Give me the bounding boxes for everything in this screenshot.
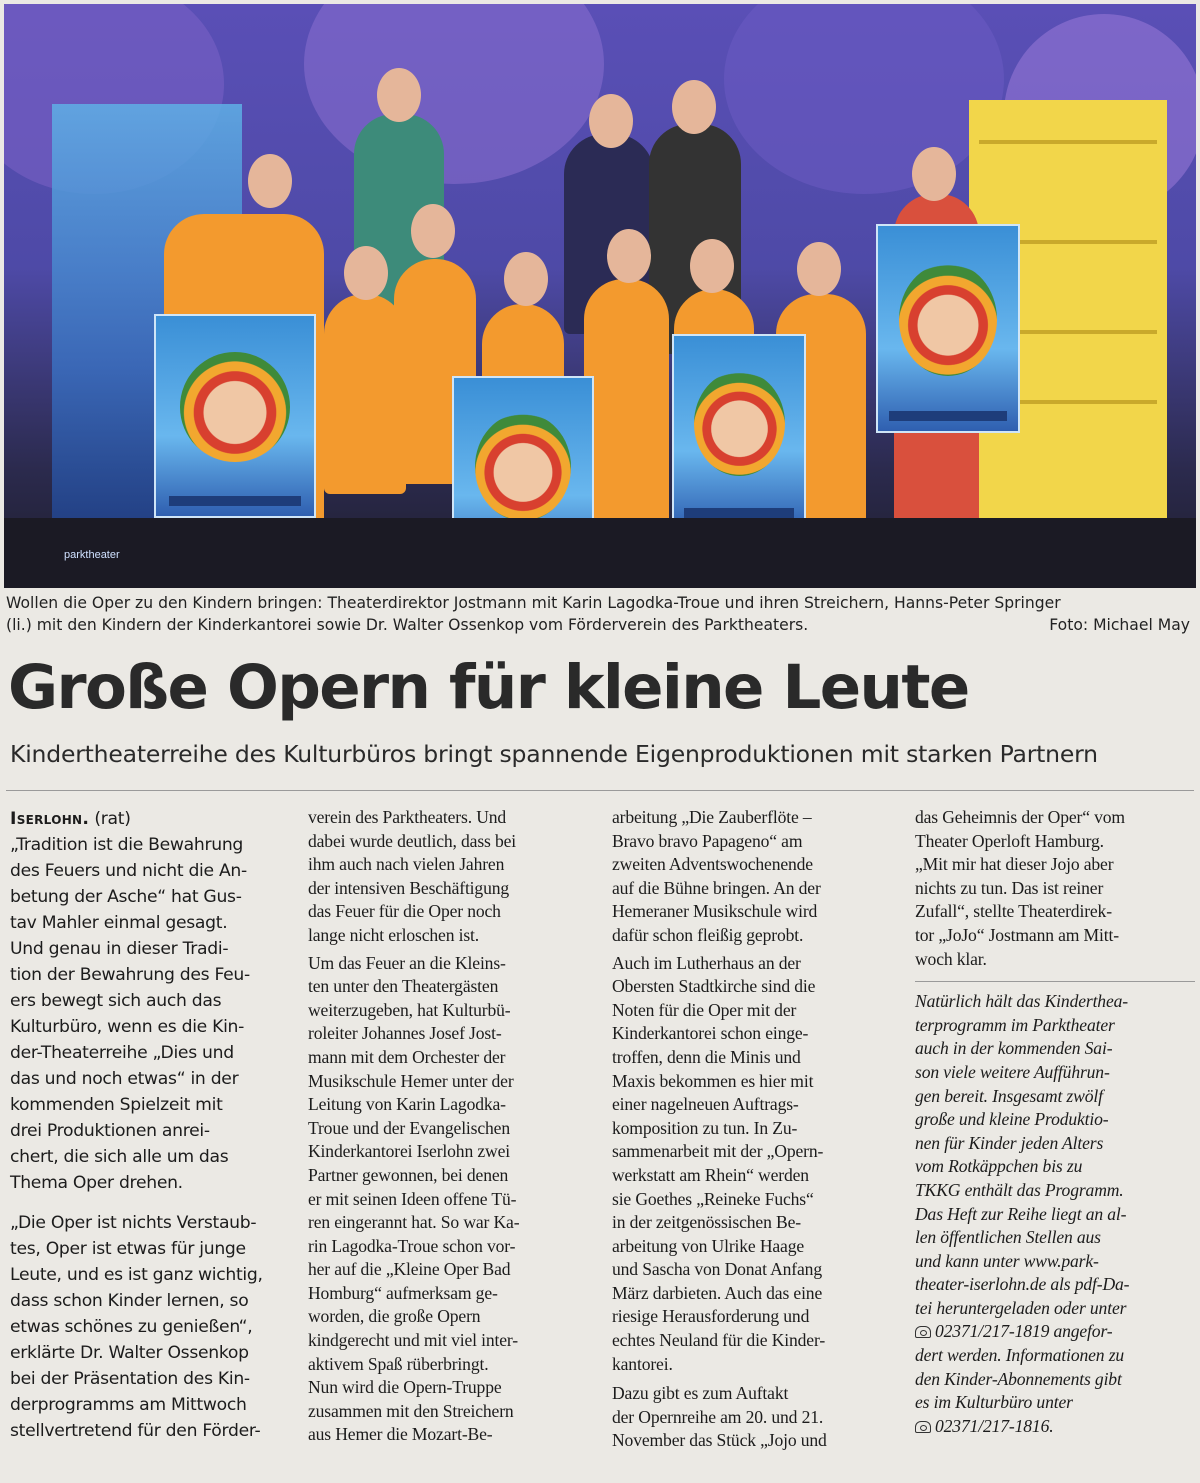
text-line: den Kinder-Abonnements gibt	[915, 1368, 1122, 1389]
text-line: komposition zu tun. In Zu-	[612, 1117, 798, 1138]
text-line: Kulturbüro, wenn es die Kin-	[10, 1017, 245, 1037]
stage-floor	[4, 518, 1196, 588]
paragraph	[915, 806, 1195, 971]
caption-line-1: Wollen die Oper zu den Kindern bringen: Theaterdirektor Jostmann mit Karin Lagodka-Troue und ihren Streichern, Hanns-Peter Springer	[6, 594, 1061, 612]
text-line: Bravo bravo Papageno“ am	[612, 830, 803, 851]
text-line: einer nagelneuen Auftrags-	[612, 1094, 799, 1115]
text-line: Leute, und es ist ganz wichtig,	[10, 1265, 263, 1285]
paragraph	[10, 832, 294, 1196]
text-line: tor „JoJo“ Jostmann am Mitt-	[915, 924, 1119, 945]
phone-line-2	[915, 1415, 1195, 1439]
text-line: Homburg“ aufmerksam ge-	[308, 1282, 498, 1303]
text-line: chert, die sich alle um das	[10, 1147, 229, 1167]
text-line: große und kleine Produktio-	[915, 1109, 1109, 1130]
text-line: ers bewegt sich auch das	[10, 991, 222, 1011]
text-line: TKKG enthält das Programm.	[915, 1179, 1124, 1200]
text-line: derprogramms am Mittwoch	[10, 1395, 247, 1415]
text-line: kindgerecht und mit viel inter-	[308, 1330, 518, 1351]
text-line: des Feuers und nicht die An-	[10, 861, 247, 881]
text-line: verein des Parktheaters. Und	[308, 807, 507, 827]
text-line: Dazu gibt es zum Auftakt	[612, 1383, 789, 1404]
info-paragraph	[915, 990, 1195, 1320]
text-line: betung der Asche“ hat Gus-	[10, 887, 242, 907]
text-line: der Opernreihe am 20. und 21.	[612, 1406, 824, 1427]
text-line: das Feuer für die Oper noch	[308, 901, 501, 922]
phone-icon	[915, 1421, 931, 1433]
text-line: dabei wurde deutlich, dass bei	[308, 830, 517, 851]
text-line: Kinderkantorei schon einge-	[612, 1023, 809, 1044]
info-paragraph	[915, 1344, 1195, 1415]
text-line: dafür schon fleißig geprobt.	[612, 924, 804, 945]
paragraph	[308, 806, 600, 948]
text-line: arbeitung „Die Zauberflöte –	[612, 807, 812, 827]
text-line: woch klar.	[915, 948, 987, 969]
info-box	[915, 990, 1195, 1438]
info-box-rule	[915, 981, 1195, 982]
text-line: und Sascha von Donat Anfang	[612, 1259, 822, 1280]
text-line: worden, die große Opern	[308, 1306, 481, 1327]
text-line: Zufall“, stellte Theaterdirek-	[915, 901, 1112, 922]
text-line: tei heruntergeladen oder unter	[915, 1297, 1127, 1318]
text-line: November das Stück „Jojo und	[612, 1430, 827, 1451]
text-line: Obersten Stadtkirche sind die	[612, 976, 816, 997]
text-line: tav Mahler einmal gesagt.	[10, 913, 228, 933]
text-line: werkstatt am Rhein“ werden	[612, 1164, 809, 1185]
text-line: und kann unter www.park-	[915, 1250, 1099, 1271]
text-line: Leitung von Karin Lagodka-	[308, 1094, 506, 1115]
dateline-row	[10, 806, 294, 832]
header-rule	[6, 790, 1194, 791]
text-line: drei Produktionen anrei-	[10, 1121, 210, 1141]
text-line: lange nicht erloschen ist.	[308, 924, 480, 945]
text-line: Troue und der Evangelischen	[308, 1117, 510, 1138]
text-line: erklärte Dr. Walter Ossenkop	[10, 1343, 249, 1363]
text-line: der intensiven Beschäftigung	[308, 877, 510, 898]
text-line: März darbieten. Auch das eine	[612, 1282, 823, 1303]
text-line: tes, Oper ist etwas für junge	[10, 1239, 246, 1259]
paragraph	[612, 1382, 904, 1453]
paragraph	[10, 1210, 294, 1444]
text-line: „Tradition ist die Bewahrung	[10, 835, 244, 855]
text-line: aus Hemer die Mozart-Be-	[308, 1424, 493, 1445]
text-line: ten unter den Theatergästen	[308, 976, 499, 997]
text-line: Und genau in dieser Tradi-	[10, 939, 229, 959]
text-line: es im Kulturbüro unter	[915, 1392, 1073, 1413]
text-line: Noten für die Oper mit der	[612, 999, 797, 1020]
text-line: kantorei.	[612, 1353, 673, 1374]
text-line: nichts zu tun. Das ist reiner	[915, 877, 1104, 898]
text-line: Thema Oper drehen.	[10, 1173, 183, 1193]
paragraph	[612, 952, 904, 1377]
text-line: len öffentlichen Stellen aus	[915, 1227, 1101, 1248]
subheadline: Kindertheaterreihe des Kulturbüros bringt spannende Eigenproduktionen mit starken Partnern	[10, 740, 1098, 768]
phone-number-2: 02371/217-1816.	[935, 1415, 1054, 1436]
text-line: theater-iserlohn.de als pdf-Da-	[915, 1274, 1130, 1295]
text-line: gen bereit. Insgesamt zwölf	[915, 1085, 1103, 1106]
article-column-2	[308, 806, 600, 1447]
phone-number-1: 02371/217-1819 angefor-	[935, 1321, 1113, 1342]
text-line: nen für Kinder jeden Alters	[915, 1132, 1104, 1153]
text-line: dass schon Kinder lernen, so	[10, 1291, 249, 1311]
text-line: Hemeraner Musikschule wird	[612, 901, 818, 922]
photo-caption	[6, 592, 1194, 636]
text-line: Theater Operloft Hamburg.	[915, 830, 1104, 851]
phone-icon	[915, 1326, 931, 1338]
paragraph	[308, 952, 600, 1447]
text-line: das und noch etwas“ in der	[10, 1069, 239, 1089]
text-line: tion der Bewahrung des Feu-	[10, 965, 250, 985]
text-line: der-Theaterreihe „Dies und	[10, 1043, 234, 1063]
text-line: bei der Präsentation des Kin-	[10, 1369, 250, 1389]
article-photo	[4, 4, 1196, 588]
text-line: auch in der kommenden Sai-	[915, 1038, 1113, 1059]
text-line: er mit seinen Ideen offene Tü-	[308, 1188, 517, 1209]
text-line: „Die Oper ist nichts Verstaub-	[10, 1213, 257, 1233]
text-line: stellvertretend für den Förder-	[10, 1421, 261, 1441]
article-column-4	[915, 806, 1195, 1438]
caption-line-2: (li.) mit den Kindern der Kinderkantorei sowie Dr. Walter Ossenkop vom Förderverein des Parktheaters.	[6, 616, 809, 634]
text-line: Maxis bekommen es hier mit	[612, 1070, 814, 1091]
text-line: rin Lagodka-Troue schon vor-	[308, 1235, 516, 1256]
dateline: Iserlohn.	[10, 809, 90, 829]
text-line: son viele weitere Aufführun-	[915, 1061, 1110, 1082]
text-line: kommenden Spielzeit mit	[10, 1095, 223, 1115]
text-line: das Geheimnis der Oper“ vom	[915, 807, 1125, 827]
text-line: aktivem Spaß rüberbringt.	[308, 1353, 489, 1374]
text-line: echtes Neuland für die Kinder-	[612, 1330, 826, 1351]
text-line: auf die Bühne bringen. An der	[612, 877, 821, 898]
text-line: arbeitung von Ulrike Haage	[612, 1235, 805, 1256]
text-line: weiterzugeben, hat Kulturbü-	[308, 999, 511, 1020]
text-line: roleiter Johannes Josef Jost-	[308, 1023, 502, 1044]
text-line: troffen, denn die Minis und	[612, 1046, 801, 1067]
text-line: vom Rotkäppchen bis zu	[915, 1156, 1083, 1177]
text-line: ihm auch nach vielen Jahren	[308, 854, 505, 875]
text-line: her auf die „Kleine Oper Bad	[308, 1259, 511, 1280]
text-line: Um das Feuer an die Kleins-	[308, 952, 506, 973]
headline: Große Opern für kleine Leute	[8, 652, 969, 723]
phone-line-1	[915, 1320, 1195, 1344]
author-tag: (rat)	[89, 809, 131, 829]
text-line: Nun wird die Opern-Truppe	[308, 1377, 502, 1398]
text-line: ren eingerannt hat. So war Ka-	[308, 1212, 520, 1233]
text-line: Kinderkantorei Iserlohn zwei	[308, 1141, 510, 1162]
text-line: „Mit mir hat dieser Jojo aber	[915, 854, 1114, 875]
article-column-1	[10, 806, 294, 1444]
text-line: terprogramm im Parktheater	[915, 1014, 1115, 1035]
text-line: etwas schönes zu genießen“,	[10, 1317, 253, 1337]
text-line: zweiten Adventswochenende	[612, 854, 813, 875]
text-line: Auch im Lutherhaus an der	[612, 952, 801, 973]
text-line: Natürlich hält das Kinderthea-	[915, 991, 1128, 1012]
text-line: sie Goethes „Reineke Fuchs“	[612, 1188, 814, 1209]
text-line: in der zeitgenössischen Be-	[612, 1212, 801, 1233]
text-line: Musikschule Hemer unter der	[308, 1070, 514, 1091]
article-column-3	[612, 806, 904, 1453]
text-line: Partner gewonnen, bei denen	[308, 1164, 509, 1185]
text-line: dert werden. Informationen zu	[915, 1345, 1125, 1366]
photo-credit: Foto: Michael May	[1049, 616, 1190, 634]
text-line: zusammen mit den Streichern	[308, 1400, 514, 1421]
paragraph	[612, 806, 904, 948]
text-line: Das Heft zur Reihe liegt an al-	[915, 1203, 1127, 1224]
text-line: mann mit dem Orchester der	[308, 1046, 506, 1067]
text-line: sammenarbeit mit der „Opern-	[612, 1141, 824, 1162]
photo-logo-text: parktheater	[64, 549, 120, 561]
text-line: riesige Herausforderung und	[612, 1306, 810, 1327]
